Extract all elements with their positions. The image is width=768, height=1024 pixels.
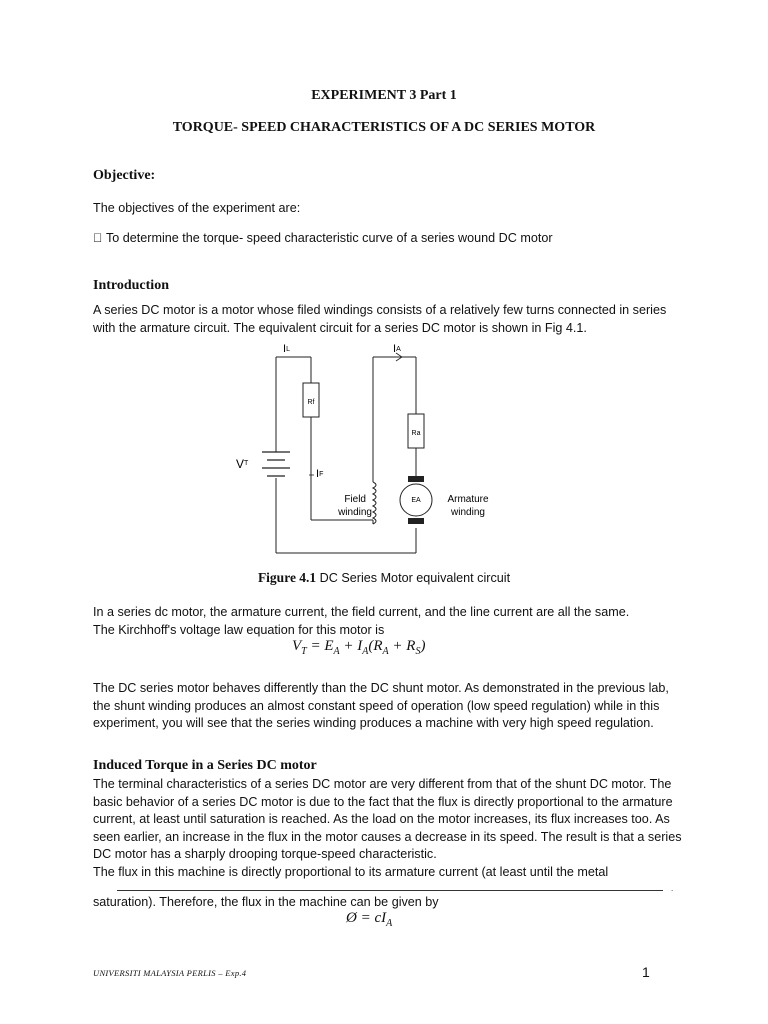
- flux-equation: Ø = $cI_A$: [346, 910, 393, 929]
- objective-heading: Objective:: [93, 168, 156, 183]
- objective-intro: The objectives of the experiment are:: [93, 201, 301, 215]
- divider-dot: .: [671, 884, 674, 893]
- ra-label: Ra: [411, 430, 421, 437]
- vt-label: $V^T$: [236, 457, 249, 471]
- field-coil-symbol: [373, 482, 376, 524]
- footer-text: UNIVERSITI MALAYSIA PERLIS – Exp.4: [93, 968, 247, 978]
- rf-label: Rf: [307, 399, 315, 406]
- introduction-heading: Introduction: [93, 278, 169, 293]
- kvl-paragraph-line2: The Kirchhoff's voltage law equation for this motor is: [93, 623, 385, 637]
- armature-winding-label-line1: Armature: [447, 494, 489, 505]
- document-subtitle: TORQUE- SPEED CHARACTERISTICS OF A DC SERIES MOTOR: [172, 120, 596, 135]
- armature-winding-label-line2: winding: [451, 507, 485, 518]
- objective-item: [93, 230, 553, 248]
- kvl-equation: $V_T = E_A + I_A(R_A + R_S)$: [292, 638, 426, 657]
- ia-label: IA: [393, 343, 401, 355]
- document-title: EXPERIMENT 3 Part 1: [311, 88, 457, 103]
- induced-torque-heading: Induced Torque in a Series DC motor: [93, 758, 317, 773]
- figure-caption: [0, 570, 768, 586]
- divider-line: [117, 890, 663, 891]
- battery-symbol: [262, 452, 290, 476]
- figure-caption-label: Figure 4.1: [257, 570, 317, 585]
- kvl-paragraph-line1: In a series dc motor, the armature current, the field current, and the line current are all the same.: [93, 605, 630, 619]
- page-number: 1: [642, 964, 650, 980]
- field-winding-label-line2: winding: [338, 507, 372, 518]
- objective-item-text: To determine the torque- speed characteristic curve of a series wound DC motor: [93, 231, 540, 245]
- introduction-paragraph: A series DC motor is a motor whose filed windings consists of a relatively few turns connected in series with the armature circuit. The equivalent circuit for a series DC motor is shown in Fig 4.1.: [93, 303, 667, 335]
- ea-label: EA: [411, 497, 421, 504]
- comparison-paragraph: The DC series motor behaves differently than the DC shunt motor. As demonstrated in the previous lab, the shunt winding produces an almost constant speed of operation (low speed regulation) while in this experiment, you will see that the series winding produces a machine with very high speed regulation.: [93, 681, 669, 731]
- flux-line-2: saturation). Therefore, the flux in the machine can be given by: [93, 895, 439, 909]
- if-label: IF: [316, 468, 324, 480]
- dc-series-motor-circuit-diagram: [0, 338, 768, 570]
- induced-torque-paragraph: The terminal characteristics of a series DC motor are very different from that of the shunt DC motor. The basic behavior of a series DC motor is due to the fact that the flux is directly proportional to the armature current, at least until saturation is reached. As the load on the motor increases, its flux increases too. As seen earlier, an increase in the flux in the motor causes a decrease in its speed. The result is that a series DC motor has a sharply drooping torque-speed characteristic.: [93, 777, 682, 862]
- field-winding-label-line1: Field: [344, 494, 366, 505]
- figure-caption-text: DC Series Motor equivalent circuit: [316, 571, 511, 585]
- il-label: IL: [283, 343, 290, 355]
- flux-line: The flux in this machine is directly proportional to its armature current (at least until the metal: [93, 865, 609, 879]
